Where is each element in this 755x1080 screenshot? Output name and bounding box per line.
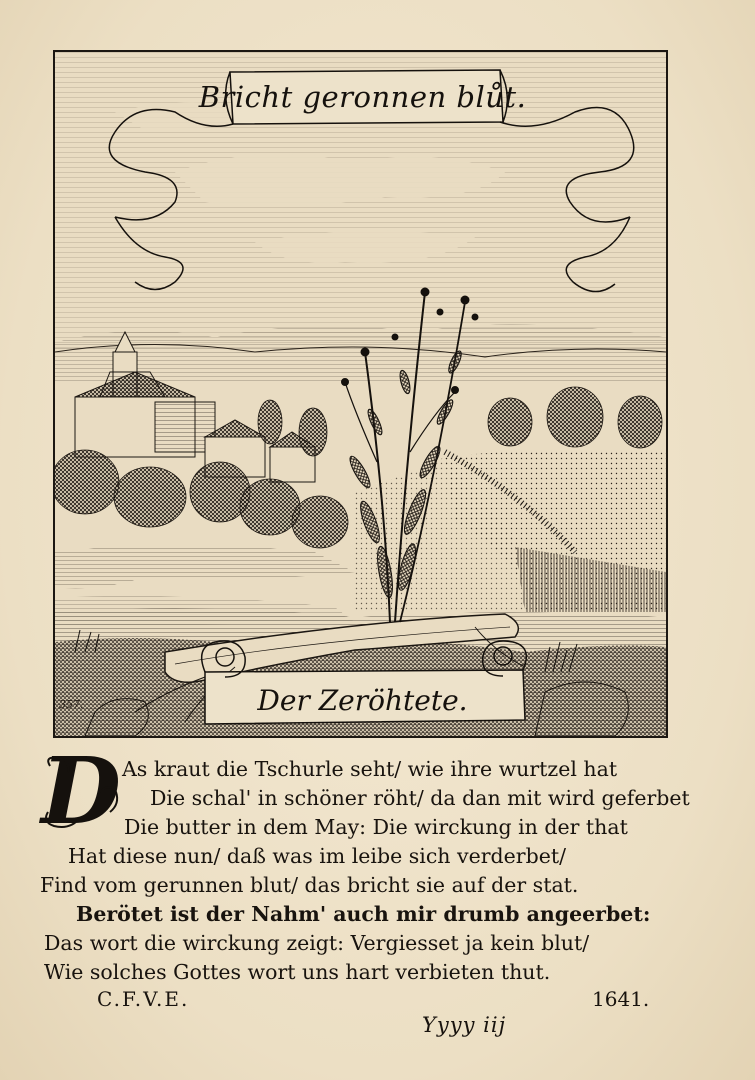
verse-line: Find vom gerunnen blut/ das bricht sie auf der stat. [40,873,579,897]
verse-line: Das wort die wirckung zeigt: Vergiesset ja kein blut/ [44,931,590,955]
verse-line: Berötet ist der Nahm' auch mir drumb angeerbet: [76,902,651,926]
engraving-title: Bricht geronnen blůt. [198,80,527,114]
engraving-illustration [53,50,668,738]
year-label: 1641. [592,987,650,1011]
verse-line: Wie solches Gottes wort uns hart verbieten thut. [44,960,551,984]
verse-line: Die schal' in schöner röht/ da dan mit wird geferbet [150,786,690,810]
trees-right [488,387,662,448]
plate-number: 357. [59,698,84,711]
dropcap-letter: D [41,737,121,845]
printer-signature-mark: Yyyy iij [422,1013,507,1037]
landscape-engraving [55,52,666,736]
verse-line: As kraut die Tschurle seht/ wie ihre wurtzel hat [122,757,618,781]
verse-text [40,755,690,987]
verse-line: Die butter in dem May: Die wirckung in der that [124,815,628,839]
verse-line: Hat diese nun/ daß was im leibe sich verderbet/ [68,844,566,868]
engraving-motto: Der Zeröhtete. [257,684,468,717]
author-initials: C.F.V.E. [97,987,190,1011]
